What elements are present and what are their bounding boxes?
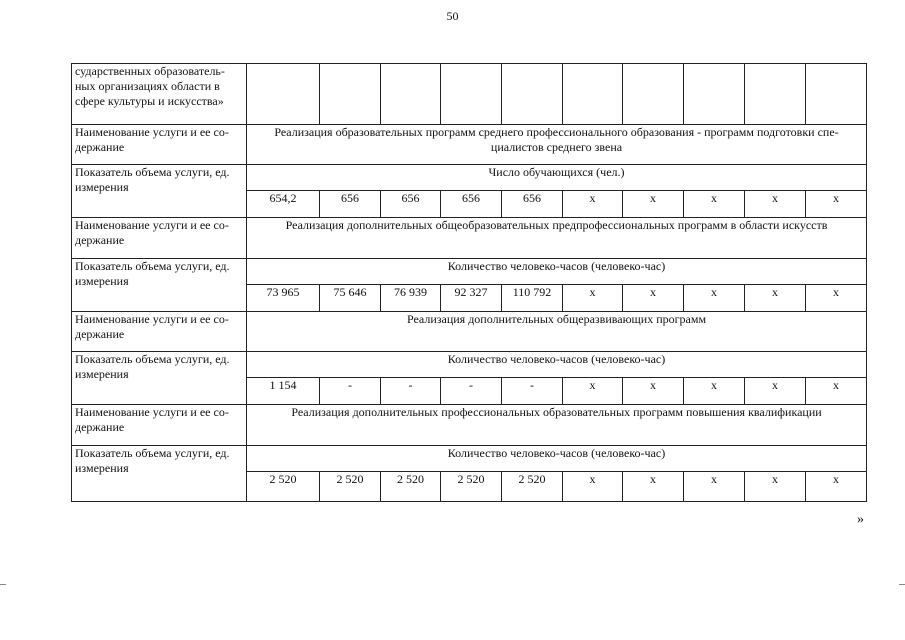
value-cell: 656	[502, 191, 563, 218]
value-cell: х	[684, 472, 745, 502]
value-cell: х	[806, 472, 867, 502]
value-cell: х	[745, 378, 806, 405]
value-cell: х	[745, 472, 806, 502]
closing-quote-mark: »	[857, 512, 864, 527]
services-table	[71, 63, 867, 502]
indicator-value: Количество человеко-часов (человеко-час)	[247, 446, 867, 472]
value-cell: 2 520	[381, 472, 441, 502]
indicator-value: Число обучающихся (чел.)	[247, 165, 867, 191]
empty-cell	[563, 64, 623, 125]
service-name-label: Наименование услуги и ее со-держание	[72, 405, 247, 446]
page-number: 50	[446, 9, 459, 23]
empty-cell	[745, 64, 806, 125]
indicator-row	[72, 165, 867, 191]
value-cell: 75 646	[320, 285, 381, 312]
value-cell: 2 520	[441, 472, 502, 502]
value-cell: х	[684, 285, 745, 312]
value-cell: 73 965	[247, 285, 320, 312]
value-cell: 110 792	[502, 285, 563, 312]
value-cell: 656	[320, 191, 381, 218]
indicator-label: Показатель объема услуги, ед. измерения	[72, 446, 247, 502]
service-name-row	[72, 218, 867, 259]
header-continuation-row	[72, 64, 867, 125]
service-name-value: Реализация дополнительных профессиональных образовательных программ повышения квалификации	[247, 405, 867, 446]
empty-cell	[320, 64, 381, 125]
value-cell: х	[563, 191, 623, 218]
value-cell: 2 520	[247, 472, 320, 502]
empty-cell	[623, 64, 684, 125]
indicator-label: Показатель объема услуги, ед. измерения	[72, 165, 247, 218]
empty-cell	[502, 64, 563, 125]
value-cell: х	[623, 285, 684, 312]
value-cell: -	[502, 378, 563, 405]
service-name-label: Наименование услуги и ее со-держание	[72, 312, 247, 352]
value-cell: х	[745, 191, 806, 218]
value-cell: 656	[441, 191, 502, 218]
value-cell: 76 939	[381, 285, 441, 312]
value-cell: -	[320, 378, 381, 405]
value-cell: -	[381, 378, 441, 405]
service-name-value: Реализация дополнительных общеразвивающих программ	[247, 312, 867, 352]
value-cell: х	[563, 378, 623, 405]
indicator-value: Количество человеко-часов (человеко-час)	[247, 259, 867, 285]
value-cell: 1 154	[247, 378, 320, 405]
value-cell: х	[684, 378, 745, 405]
indicator-label: Показатель объема услуги, ед. измерения	[72, 259, 247, 312]
value-cell: х	[684, 191, 745, 218]
value-cell: х	[745, 285, 806, 312]
value-cell: х	[563, 472, 623, 502]
service-name-row	[72, 405, 867, 446]
empty-cell	[441, 64, 502, 125]
value-cell: х	[563, 285, 623, 312]
value-cell: 656	[381, 191, 441, 218]
row-label-continuation: сударственных образователь-ных организациях области в сфере культуры и искусства»	[72, 64, 247, 125]
service-name-label: Наименование услуги и ее со-держание	[72, 125, 247, 165]
indicator-row	[72, 352, 867, 378]
service-name-value: Реализация дополнительных общеобразовательных предпрофессиональных программ в области искусств	[247, 218, 867, 259]
service-name-value: Реализация образовательных программ среднего профессионального образования - программ подготовки спе-циалистов среднего звена	[247, 125, 867, 165]
indicator-row	[72, 446, 867, 472]
indicator-value: Количество человеко-часов (человеко-час)	[247, 352, 867, 378]
empty-cell	[381, 64, 441, 125]
value-cell: 2 520	[502, 472, 563, 502]
empty-cell	[684, 64, 745, 125]
value-cell: х	[623, 472, 684, 502]
indicator-label: Показатель объема услуги, ед. измерения	[72, 352, 247, 405]
indicator-row	[72, 259, 867, 285]
service-name-row	[72, 125, 867, 165]
service-name-label: Наименование услуги и ее со-держание	[72, 218, 247, 259]
value-cell: х	[806, 285, 867, 312]
service-name-row	[72, 312, 867, 352]
empty-cell	[247, 64, 320, 125]
edge-mark	[899, 584, 905, 585]
value-cell: х	[623, 378, 684, 405]
empty-cell	[806, 64, 867, 125]
value-cell: 92 327	[441, 285, 502, 312]
value-cell: х	[806, 191, 867, 218]
value-cell: 654,2	[247, 191, 320, 218]
value-cell: х	[623, 191, 684, 218]
value-cell: 2 520	[320, 472, 381, 502]
value-cell: х	[806, 378, 867, 405]
value-cell: -	[441, 378, 502, 405]
edge-mark	[0, 584, 6, 585]
